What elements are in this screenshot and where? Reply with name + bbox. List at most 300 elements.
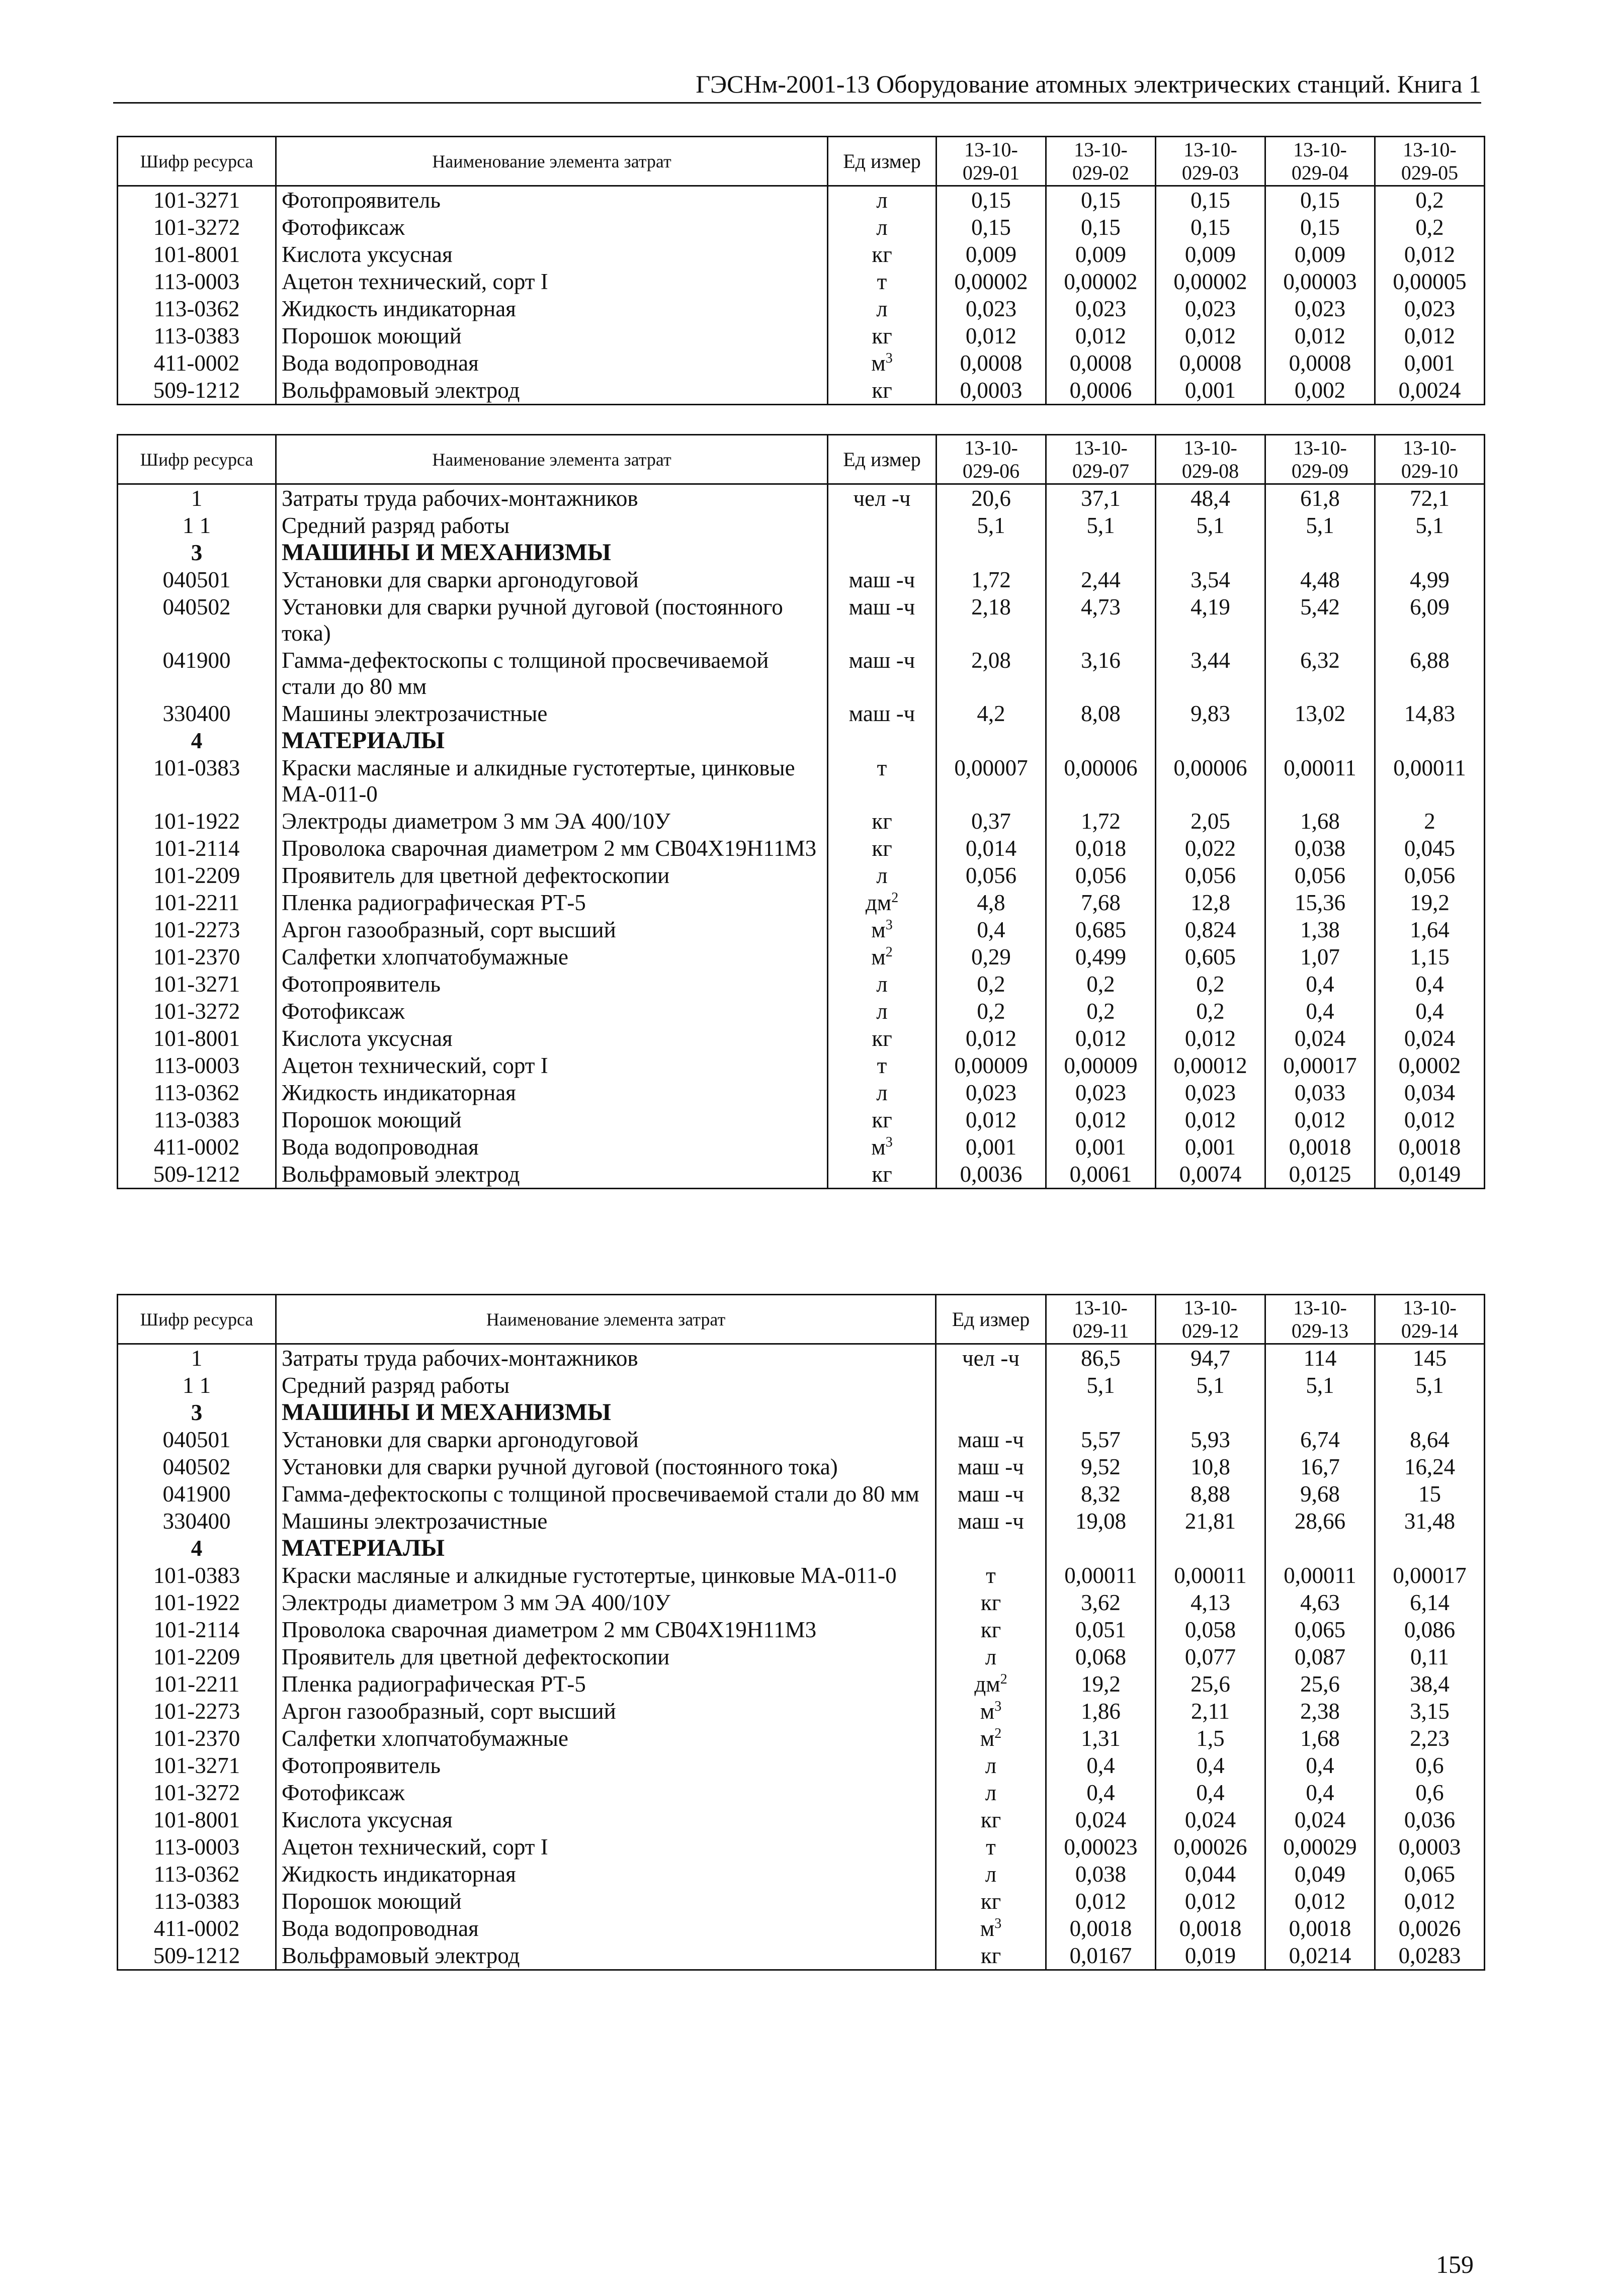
resource-code: 411-0002	[118, 1915, 276, 1942]
resource-unit	[828, 1133, 937, 1161]
resource-name: Салфетки хлопчатобумажные	[276, 1725, 936, 1752]
unit-text: кг	[872, 809, 892, 834]
resource-value: 0,00002	[1156, 268, 1265, 295]
resource-value: 6,14	[1375, 1589, 1485, 1616]
resource-code: 113-0003	[118, 1052, 276, 1079]
resource-value: 0,009	[937, 241, 1046, 268]
resource-name: Гамма-дефектоскопы с толщиной просвечиваемой стали до 80 мм	[276, 647, 828, 700]
resource-value: 0,019	[1156, 1942, 1265, 1970]
resource-value: 16,7	[1265, 1453, 1375, 1480]
header-name: Наименование элемента затрат	[276, 435, 828, 484]
table-row	[118, 998, 1485, 1025]
resource-value: 0,37	[937, 808, 1046, 835]
resource-value: 0,0018	[1265, 1915, 1375, 1942]
resource-unit	[936, 1344, 1046, 1372]
resource-unit	[828, 754, 937, 808]
resource-code: 113-0362	[118, 295, 276, 322]
empty-cell	[1265, 727, 1375, 754]
header-column: 13-10- 029-01	[937, 137, 1046, 186]
resource-value: 0,009	[1156, 241, 1265, 268]
section-row	[118, 1399, 1485, 1426]
unit-text: м	[980, 1916, 995, 1941]
unit-text: кг	[980, 1590, 1001, 1615]
resource-value: 0,018	[1046, 835, 1156, 862]
resource-value: 0,012	[1046, 1025, 1156, 1052]
unit-text: кг	[872, 242, 892, 267]
resource-name: Жидкость индикаторная	[276, 1079, 828, 1106]
resource-code: 1 1	[118, 512, 276, 539]
resource-code: 1	[118, 484, 276, 512]
unit-text: л	[985, 1862, 997, 1887]
resource-unit	[828, 295, 937, 322]
empty-cell	[937, 727, 1046, 754]
unit-text: л	[985, 1753, 997, 1778]
resource-value: 1,86	[1046, 1698, 1156, 1725]
table-row	[118, 1670, 1485, 1698]
empty-cell	[1375, 539, 1485, 566]
table-row	[118, 889, 1485, 916]
resource-value: 114	[1265, 1344, 1375, 1372]
resource-unit	[828, 998, 937, 1025]
empty-cell	[1265, 1535, 1375, 1562]
resource-name: Гамма-дефектоскопы с толщиной просвечиваемой стали до 80 мм	[276, 1480, 936, 1508]
unit-text: кг	[872, 836, 892, 861]
resource-code: 101-2211	[118, 1670, 276, 1698]
resource-value: 0,022	[1156, 835, 1265, 862]
resource-value: 0,0008	[937, 349, 1046, 377]
resource-code: 509-1212	[118, 1161, 276, 1189]
resource-value: 0,012	[1265, 1888, 1375, 1915]
resource-value: 19,2	[1375, 889, 1485, 916]
resource-code: 101-2211	[118, 889, 276, 916]
resource-unit	[828, 1025, 937, 1052]
resource-unit	[936, 1589, 1046, 1616]
resource-code: 1	[118, 1344, 276, 1372]
resource-value: 15,36	[1265, 889, 1375, 916]
unit-text: т	[877, 755, 887, 780]
resource-name: Установки для сварки аргонодуговой	[276, 1426, 936, 1453]
resource-value: 15	[1375, 1480, 1485, 1508]
resource-unit	[828, 835, 937, 862]
resource-value: 0,058	[1156, 1616, 1265, 1643]
resource-value: 0,4	[937, 916, 1046, 943]
resource-value: 0,00011	[1375, 754, 1485, 808]
resource-value: 0,056	[937, 862, 1046, 889]
resource-code: 330400	[118, 700, 276, 727]
resource-code: 101-1922	[118, 1589, 276, 1616]
resource-unit	[828, 808, 937, 835]
table-row	[118, 754, 1485, 808]
resource-unit	[936, 1453, 1046, 1480]
resource-unit	[936, 1643, 1046, 1670]
unit-text: кг	[872, 378, 892, 403]
resource-name: Электроды диаметром 3 мм ЭА 400/10У	[276, 1589, 936, 1616]
resource-value: 0,00012	[1156, 1052, 1265, 1079]
table-row	[118, 1833, 1485, 1861]
resource-value: 0,0214	[1265, 1942, 1375, 1970]
resource-name: Средний разряд работы	[276, 512, 828, 539]
resource-value: 3,16	[1046, 647, 1156, 700]
unit-text: чел -ч	[962, 1346, 1019, 1371]
resource-name: Установки для сварки ручной дуговой (постоянного тока)	[276, 593, 828, 647]
unit-text: маш -ч	[848, 701, 915, 726]
resource-value: 38,4	[1375, 1670, 1485, 1698]
resource-value: 0,023	[1265, 295, 1375, 322]
resource-name: Вода водопроводная	[276, 1133, 828, 1161]
unit-text: кг	[872, 1107, 892, 1132]
unit-text: кг	[980, 1807, 1001, 1832]
resource-value: 0,023	[1156, 1079, 1265, 1106]
resource-value: 0,024	[1156, 1806, 1265, 1833]
header-column: 13-10- 029-12	[1156, 1295, 1265, 1344]
resource-value: 2,23	[1375, 1725, 1485, 1752]
header-column: 13-10- 029-02	[1046, 137, 1156, 186]
empty-cell	[1265, 539, 1375, 566]
resource-value: 25,6	[1156, 1670, 1265, 1698]
unit-exponent: 2	[1000, 1671, 1007, 1687]
table-row	[118, 916, 1485, 943]
resource-value: 0,2	[1156, 970, 1265, 998]
table-row	[118, 1344, 1485, 1372]
resource-value: 0,0018	[1375, 1133, 1485, 1161]
resource-value: 5,1	[1156, 1372, 1265, 1399]
header-column: 13-10- 029-07	[1046, 435, 1156, 484]
resource-value: 20,6	[937, 484, 1046, 512]
resource-value: 0,2	[1046, 970, 1156, 998]
resource-value: 0,0167	[1046, 1942, 1156, 1970]
resource-value: 0,00011	[1046, 1562, 1156, 1589]
resource-value: 0,00003	[1265, 268, 1375, 295]
resource-code: 113-0383	[118, 1888, 276, 1915]
resource-value: 14,83	[1375, 700, 1485, 727]
empty-cell	[1156, 539, 1265, 566]
resource-value: 0,065	[1375, 1861, 1485, 1888]
resource-code: 101-0383	[118, 754, 276, 808]
resource-value: 4,63	[1265, 1589, 1375, 1616]
header-column: 13-10- 029-06	[937, 435, 1046, 484]
resource-value: 0,012	[937, 322, 1046, 349]
resource-value: 8,64	[1375, 1426, 1485, 1453]
resource-name: Машины электрозачистные	[276, 700, 828, 727]
resource-name: Жидкость индикаторная	[276, 1861, 936, 1888]
resource-value: 0,086	[1375, 1616, 1485, 1643]
resource-code: 101-0383	[118, 1562, 276, 1589]
header-unit: Ед измер	[828, 137, 937, 186]
section-title: МАШИНЫ И МЕХАНИЗМЫ	[276, 539, 828, 566]
resource-unit	[936, 1752, 1046, 1779]
resource-code: 113-0362	[118, 1861, 276, 1888]
resource-value: 2,05	[1156, 808, 1265, 835]
resource-unit	[828, 484, 937, 512]
resource-value: 3,54	[1156, 566, 1265, 593]
resource-name: Краски масляные и алкидные густотертые, цинковые МА-011-0	[276, 754, 828, 808]
header-column: 13-10- 029-04	[1265, 137, 1375, 186]
table-row	[118, 1589, 1485, 1616]
header-column: 13-10- 029-05	[1375, 137, 1485, 186]
resource-name: Вольфрамовый электрод	[276, 377, 828, 405]
resource-name: Фотофиксаж	[276, 1779, 936, 1806]
resource-value: 0,2	[937, 998, 1046, 1025]
resource-value: 0,044	[1156, 1861, 1265, 1888]
unit-text: м	[871, 917, 886, 942]
resource-value: 0,012	[1156, 322, 1265, 349]
table-row	[118, 1453, 1485, 1480]
resource-value: 0,00002	[937, 268, 1046, 295]
header-column: 13-10- 029-10	[1375, 435, 1485, 484]
resource-unit	[936, 1562, 1046, 1589]
resource-value: 0,056	[1046, 862, 1156, 889]
resource-value: 0,012	[937, 1025, 1046, 1052]
resource-value: 0,15	[1046, 186, 1156, 214]
unit-text: т	[877, 269, 887, 294]
resource-value: 2,08	[937, 647, 1046, 700]
resource-unit	[936, 1508, 1046, 1535]
resource-value: 5,1	[1046, 1372, 1156, 1399]
unit-text: чел -ч	[853, 486, 911, 511]
resource-value: 28,66	[1265, 1508, 1375, 1535]
resource-value: 0,0008	[1046, 349, 1156, 377]
resource-value: 0,00006	[1156, 754, 1265, 808]
resource-value: 0,00006	[1046, 754, 1156, 808]
unit-exponent: 3	[994, 1916, 1002, 1931]
section-number: 3	[118, 1399, 276, 1426]
unit-text: кг	[980, 1943, 1001, 1968]
resource-value: 0,4	[1156, 1779, 1265, 1806]
resource-value: 6,74	[1265, 1426, 1375, 1453]
resource-name: Аргон газообразный, сорт высший	[276, 1698, 936, 1725]
resource-value: 0,2	[937, 970, 1046, 998]
unit-exponent: 2	[891, 890, 899, 906]
resource-code: 101-3272	[118, 1779, 276, 1806]
resource-value: 0,15	[1156, 186, 1265, 214]
table-row	[118, 593, 1485, 647]
header-column: 13-10- 029-13	[1265, 1295, 1375, 1344]
resource-value: 0,00007	[937, 754, 1046, 808]
table-row	[118, 186, 1485, 214]
resource-unit	[828, 943, 937, 970]
resource-unit	[828, 241, 937, 268]
header-column: 13-10- 029-03	[1156, 137, 1265, 186]
resource-unit	[828, 268, 937, 295]
resource-code: 040502	[118, 1453, 276, 1480]
resource-value: 0,605	[1156, 943, 1265, 970]
resource-value: 0,014	[937, 835, 1046, 862]
resource-name: Кислота уксусная	[276, 1025, 828, 1052]
resource-code: 113-0362	[118, 1079, 276, 1106]
table-row	[118, 970, 1485, 998]
resource-value: 0,024	[1046, 1806, 1156, 1833]
resource-unit	[936, 1616, 1046, 1643]
resource-value: 0,0283	[1375, 1942, 1485, 1970]
table-row	[118, 943, 1485, 970]
resource-value: 13,02	[1265, 700, 1375, 727]
resource-name: Пленка радиографическая РТ-5	[276, 1670, 936, 1698]
resource-code: 041900	[118, 647, 276, 700]
resource-value: 0,038	[1265, 835, 1375, 862]
empty-cell	[828, 727, 937, 754]
unit-text: кг	[872, 323, 892, 348]
resource-value: 0,001	[1156, 1133, 1265, 1161]
resource-code: 101-8001	[118, 1025, 276, 1052]
resource-value: 0,6	[1375, 1779, 1485, 1806]
resource-code: 040501	[118, 1426, 276, 1453]
table-row	[118, 1752, 1485, 1779]
table-row	[118, 1161, 1485, 1189]
resource-value: 1,07	[1265, 943, 1375, 970]
header-column: 13-10- 029-14	[1375, 1295, 1485, 1344]
resource-value: 5,42	[1265, 593, 1375, 647]
resource-value: 0,685	[1046, 916, 1156, 943]
resource-value: 5,1	[1375, 512, 1485, 539]
resource-value: 0,0018	[1156, 1915, 1265, 1942]
resource-value: 7,68	[1046, 889, 1156, 916]
resource-name: Аргон газообразный, сорт высший	[276, 916, 828, 943]
resource-value: 0,038	[1046, 1861, 1156, 1888]
resource-value: 0,2	[1375, 214, 1485, 241]
table-row	[118, 1616, 1485, 1643]
resource-value: 0,012	[1046, 1888, 1156, 1915]
resource-value: 0,051	[1046, 1616, 1156, 1643]
resource-code: 101-2114	[118, 835, 276, 862]
unit-text: т	[986, 1834, 996, 1860]
resource-value: 0,00011	[1265, 1562, 1375, 1589]
resource-code: 411-0002	[118, 349, 276, 377]
unit-exponent: 2	[994, 1726, 1002, 1741]
unit-exponent: 3	[994, 1699, 1002, 1714]
resource-value: 5,1	[1156, 512, 1265, 539]
table-row	[118, 1025, 1485, 1052]
resource-code: 101-3272	[118, 214, 276, 241]
resource-value: 0,0018	[1265, 1133, 1375, 1161]
resource-unit	[936, 1372, 1046, 1399]
resource-code: 101-2370	[118, 943, 276, 970]
unit-exponent: 3	[885, 1134, 893, 1150]
table-row	[118, 1779, 1485, 1806]
resource-value: 8,32	[1046, 1480, 1156, 1508]
resource-value: 0,4	[1046, 1752, 1156, 1779]
unit-text: л	[876, 863, 888, 888]
resource-value: 3,62	[1046, 1589, 1156, 1616]
resource-value: 0,0036	[937, 1161, 1046, 1189]
resource-value: 6,32	[1265, 647, 1375, 700]
resource-code: 509-1212	[118, 1942, 276, 1970]
table-row	[118, 1133, 1485, 1161]
resource-unit	[936, 1426, 1046, 1453]
resource-value: 1,64	[1375, 916, 1485, 943]
resource-value: 0,012	[1156, 1106, 1265, 1133]
empty-cell	[936, 1399, 1046, 1426]
resource-value: 0,2	[1375, 186, 1485, 214]
unit-text: м	[871, 944, 886, 969]
section-number: 3	[118, 539, 276, 566]
resource-value: 5,1	[1046, 512, 1156, 539]
resource-value: 0,00009	[937, 1052, 1046, 1079]
resource-value: 0,0003	[1375, 1833, 1485, 1861]
resource-unit	[936, 1806, 1046, 1833]
table-row	[118, 295, 1485, 322]
resource-value: 0,012	[1156, 1025, 1265, 1052]
resource-value: 4,99	[1375, 566, 1485, 593]
page-number: 159	[1436, 2250, 1474, 2278]
resource-code: 101-2209	[118, 862, 276, 889]
unit-text: м	[871, 1134, 886, 1160]
empty-cell	[1156, 1399, 1265, 1426]
resource-value: 2,11	[1156, 1698, 1265, 1725]
resource-value: 0,023	[937, 1079, 1046, 1106]
unit-text: л	[876, 215, 888, 240]
resource-name: Установки для сварки ручной дуговой (постоянного тока)	[276, 1453, 936, 1480]
resource-value: 5,93	[1156, 1426, 1265, 1453]
resource-unit	[936, 1888, 1046, 1915]
resource-code: 040502	[118, 593, 276, 647]
resource-value: 16,24	[1375, 1453, 1485, 1480]
table-row	[118, 484, 1485, 512]
resource-value: 9,83	[1156, 700, 1265, 727]
table-row	[118, 808, 1485, 835]
resource-code: 101-3271	[118, 1752, 276, 1779]
resource-name: Ацетон технический, сорт I	[276, 1052, 828, 1079]
resource-unit	[828, 1161, 937, 1189]
resource-value: 0,4	[1265, 1779, 1375, 1806]
resource-value: 0,056	[1375, 862, 1485, 889]
resource-value: 0,012	[1046, 322, 1156, 349]
empty-cell	[937, 539, 1046, 566]
resource-value: 0,4	[1375, 970, 1485, 998]
resource-value: 0,00017	[1265, 1052, 1375, 1079]
resource-code: 101-8001	[118, 1806, 276, 1833]
unit-text: дм	[974, 1671, 1000, 1697]
table-row	[118, 268, 1485, 295]
empty-cell	[1375, 1535, 1485, 1562]
unit-text: маш -ч	[848, 594, 915, 620]
resource-value: 0,012	[1046, 1106, 1156, 1133]
resource-value: 2,38	[1265, 1698, 1375, 1725]
resource-value: 0,4	[1265, 998, 1375, 1025]
resource-value: 0,15	[1265, 186, 1375, 214]
resource-value: 0,0006	[1046, 377, 1156, 405]
resource-value: 0,023	[937, 295, 1046, 322]
unit-text: л	[876, 1080, 888, 1105]
resource-unit	[828, 862, 937, 889]
resource-value: 145	[1375, 1344, 1485, 1372]
table-row	[118, 1698, 1485, 1725]
resource-name: Пленка радиографическая РТ-5	[276, 889, 828, 916]
resource-value: 0,0018	[1046, 1915, 1156, 1942]
header-name: Наименование элемента затрат	[276, 137, 828, 186]
resource-name: Машины электрозачистные	[276, 1508, 936, 1535]
resource-unit	[936, 1942, 1046, 1970]
empty-cell	[1265, 1399, 1375, 1426]
table-row	[118, 349, 1485, 377]
resource-unit	[828, 349, 937, 377]
resource-value: 6,09	[1375, 593, 1485, 647]
empty-cell	[936, 1535, 1046, 1562]
resource-table-3	[117, 1294, 1485, 1971]
resource-value: 0,0008	[1265, 349, 1375, 377]
resource-unit	[936, 1725, 1046, 1752]
resource-name: Вода водопроводная	[276, 1915, 936, 1942]
resource-value: 48,4	[1156, 484, 1265, 512]
unit-text: т	[986, 1563, 996, 1588]
resource-code: 509-1212	[118, 377, 276, 405]
table-row	[118, 1725, 1485, 1752]
unit-exponent: 2	[885, 944, 893, 960]
resource-value: 1,72	[937, 566, 1046, 593]
resource-name: Салфетки хлопчатобумажные	[276, 943, 828, 970]
resource-code: 101-2273	[118, 916, 276, 943]
empty-cell	[1046, 727, 1156, 754]
resource-value: 0,023	[1156, 295, 1265, 322]
